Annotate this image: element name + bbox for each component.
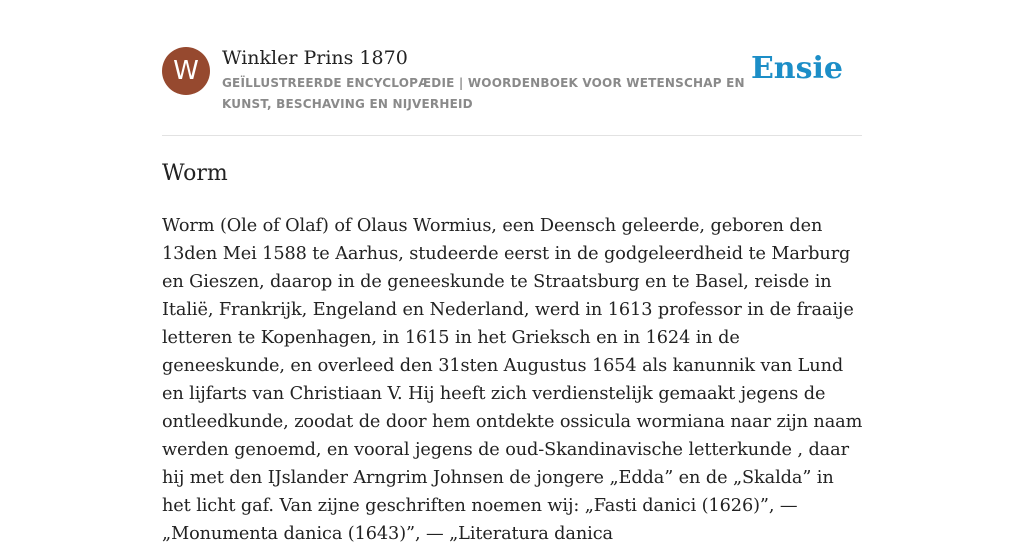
source-subtitle: GEÏLLUSTREERDE ENCYCLOPÆDIE | WOORDENBOEK VOOR WETENSCHAP EN KUNST, BESCHAVING EN NIJVERHEID xyxy=(222,76,745,111)
source-titles xyxy=(222,44,752,115)
source-avatar[interactable]: W xyxy=(162,47,210,95)
entry-body: Worm (Ole of Olaf) of Olaus Wormius, een Deensch geleerde, geboren den 13den Mei 1588 te Aarhus, studeerde eerst in de godgeleerdheid te Marburg en Gieszen, daarop in de geneeskunde te Straatsburg en te Basel, reisde in Italië, Frankrijk, Engeland en Nederland, werd in 1613 professor in de fraaije letteren te Kopenhagen, in 1615 in het Grieksch en in 1624 in de geneeskunde, en overleed den 31sten Augustus 1654 als kanunnik van Lund en lijfarts van Christiaan V. Hij heeft zich verdienstelijk gemaakt jegens de ontleedkunde, zoodat de door hem ontdekte ossicula wormiana naar zijn naam werden genoemd, en vooral jegens de oud-Skandinavische letterkunde , daar hij met den IJslander Arngrim Johnsen de jongere „Edda” en de „Skalda” in het licht gaf. Van zijne geschriften noemen wij: „Fasti danici (1626)”, — „Monumenta danica (1643)”, — „Literatura danica xyxy=(162,216,863,544)
source-header xyxy=(162,0,862,136)
source-title[interactable]: Winkler Prins 1870 xyxy=(222,47,408,69)
entry-title: Worm xyxy=(162,161,228,186)
page-container xyxy=(162,0,863,544)
brand-logo[interactable]: Ensie xyxy=(750,51,843,86)
